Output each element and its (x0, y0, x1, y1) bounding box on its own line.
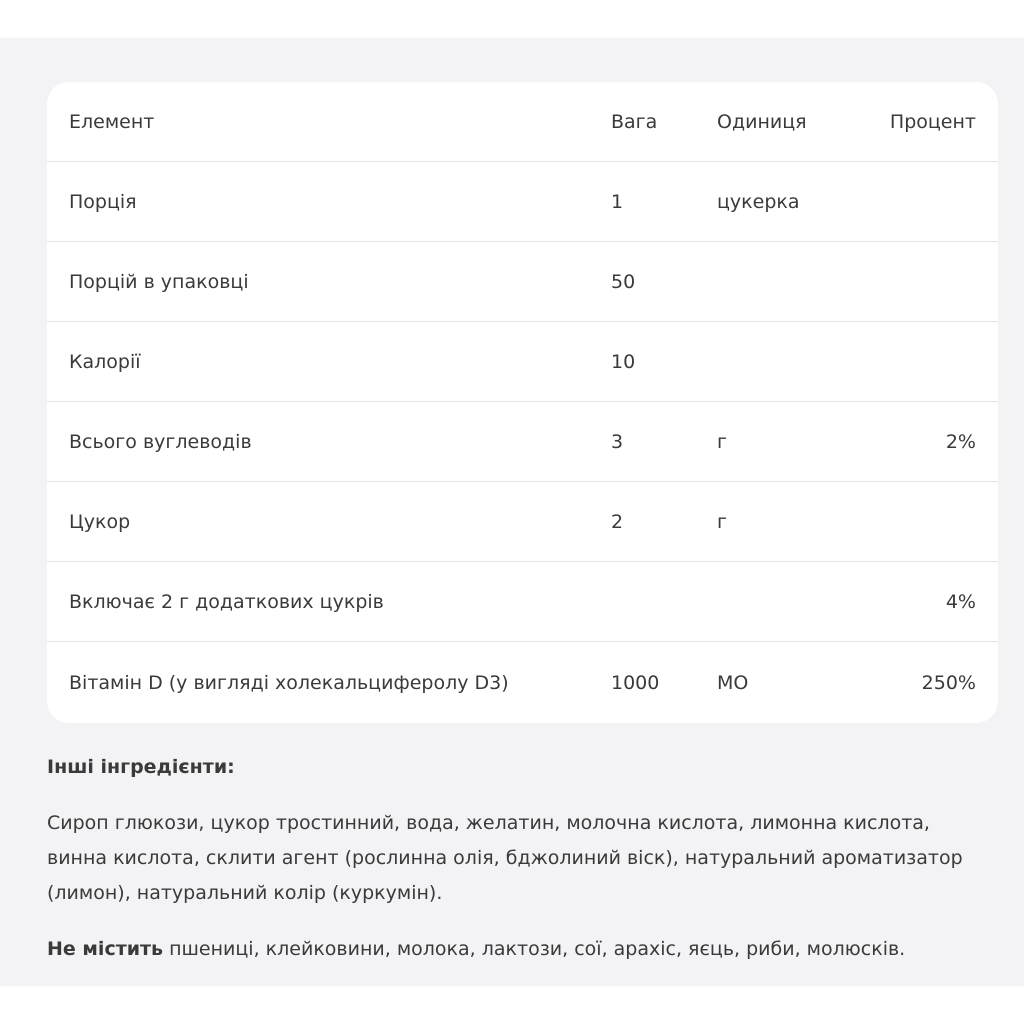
row-unit: МО (717, 671, 749, 694)
header-unit: Одиниця (717, 110, 807, 133)
table-row (47, 322, 998, 402)
row-unit: г (717, 510, 727, 533)
table-row (47, 162, 998, 242)
row-weight: 10 (611, 350, 636, 373)
row-weight: 2 (611, 510, 624, 533)
row-element: Включає 2 г додаткових цукрів (69, 590, 384, 613)
row-percent: 2% (945, 430, 976, 453)
row-weight: 1000 (611, 671, 660, 694)
allergens-list: пшениці, клейковини, молока, лактози, сої, арахіс, яєць, риби, молюсків. (163, 938, 906, 960)
table-row (47, 562, 998, 642)
row-weight: 50 (611, 270, 636, 293)
content-panel (0, 38, 1024, 986)
nutrition-table (47, 82, 998, 723)
row-unit: г (717, 430, 727, 453)
row-element: Цукор (69, 510, 131, 533)
row-percent: 250% (921, 671, 976, 694)
table-header-row (47, 82, 998, 162)
allergens-label: Не містить (47, 938, 164, 960)
table-row (47, 642, 998, 723)
row-percent: 4% (945, 590, 976, 613)
row-element: Вітамін D (у вигляді холекальциферолу D3) (69, 671, 509, 694)
row-weight: 3 (611, 430, 624, 453)
header-element: Елемент (69, 110, 155, 133)
header-percent: Процент (889, 110, 976, 133)
row-element: Калорії (69, 350, 141, 373)
other-ingredients-heading: Інші інгредієнти: (47, 756, 235, 778)
ingredients-text: Сироп глюкози, цукор тростинний, вода, желатин, молочна кислота, лимонна кислота, винна кислота, склити агент (рослинна олія, бджолиний віск), натуральний ароматизатор (лимон), натуральний колір (куркумін). (47, 812, 963, 904)
table-row (47, 242, 998, 322)
row-element: Порція (69, 190, 137, 213)
row-element: Порцій в упаковці (69, 270, 249, 293)
row-element: Всього вуглеводів (69, 430, 252, 453)
allergens-statement (47, 932, 987, 967)
table-row (47, 402, 998, 482)
row-unit: цукерка (717, 190, 800, 213)
header-weight: Вага (611, 110, 658, 133)
row-weight: 1 (611, 190, 624, 213)
table-row (47, 482, 998, 562)
